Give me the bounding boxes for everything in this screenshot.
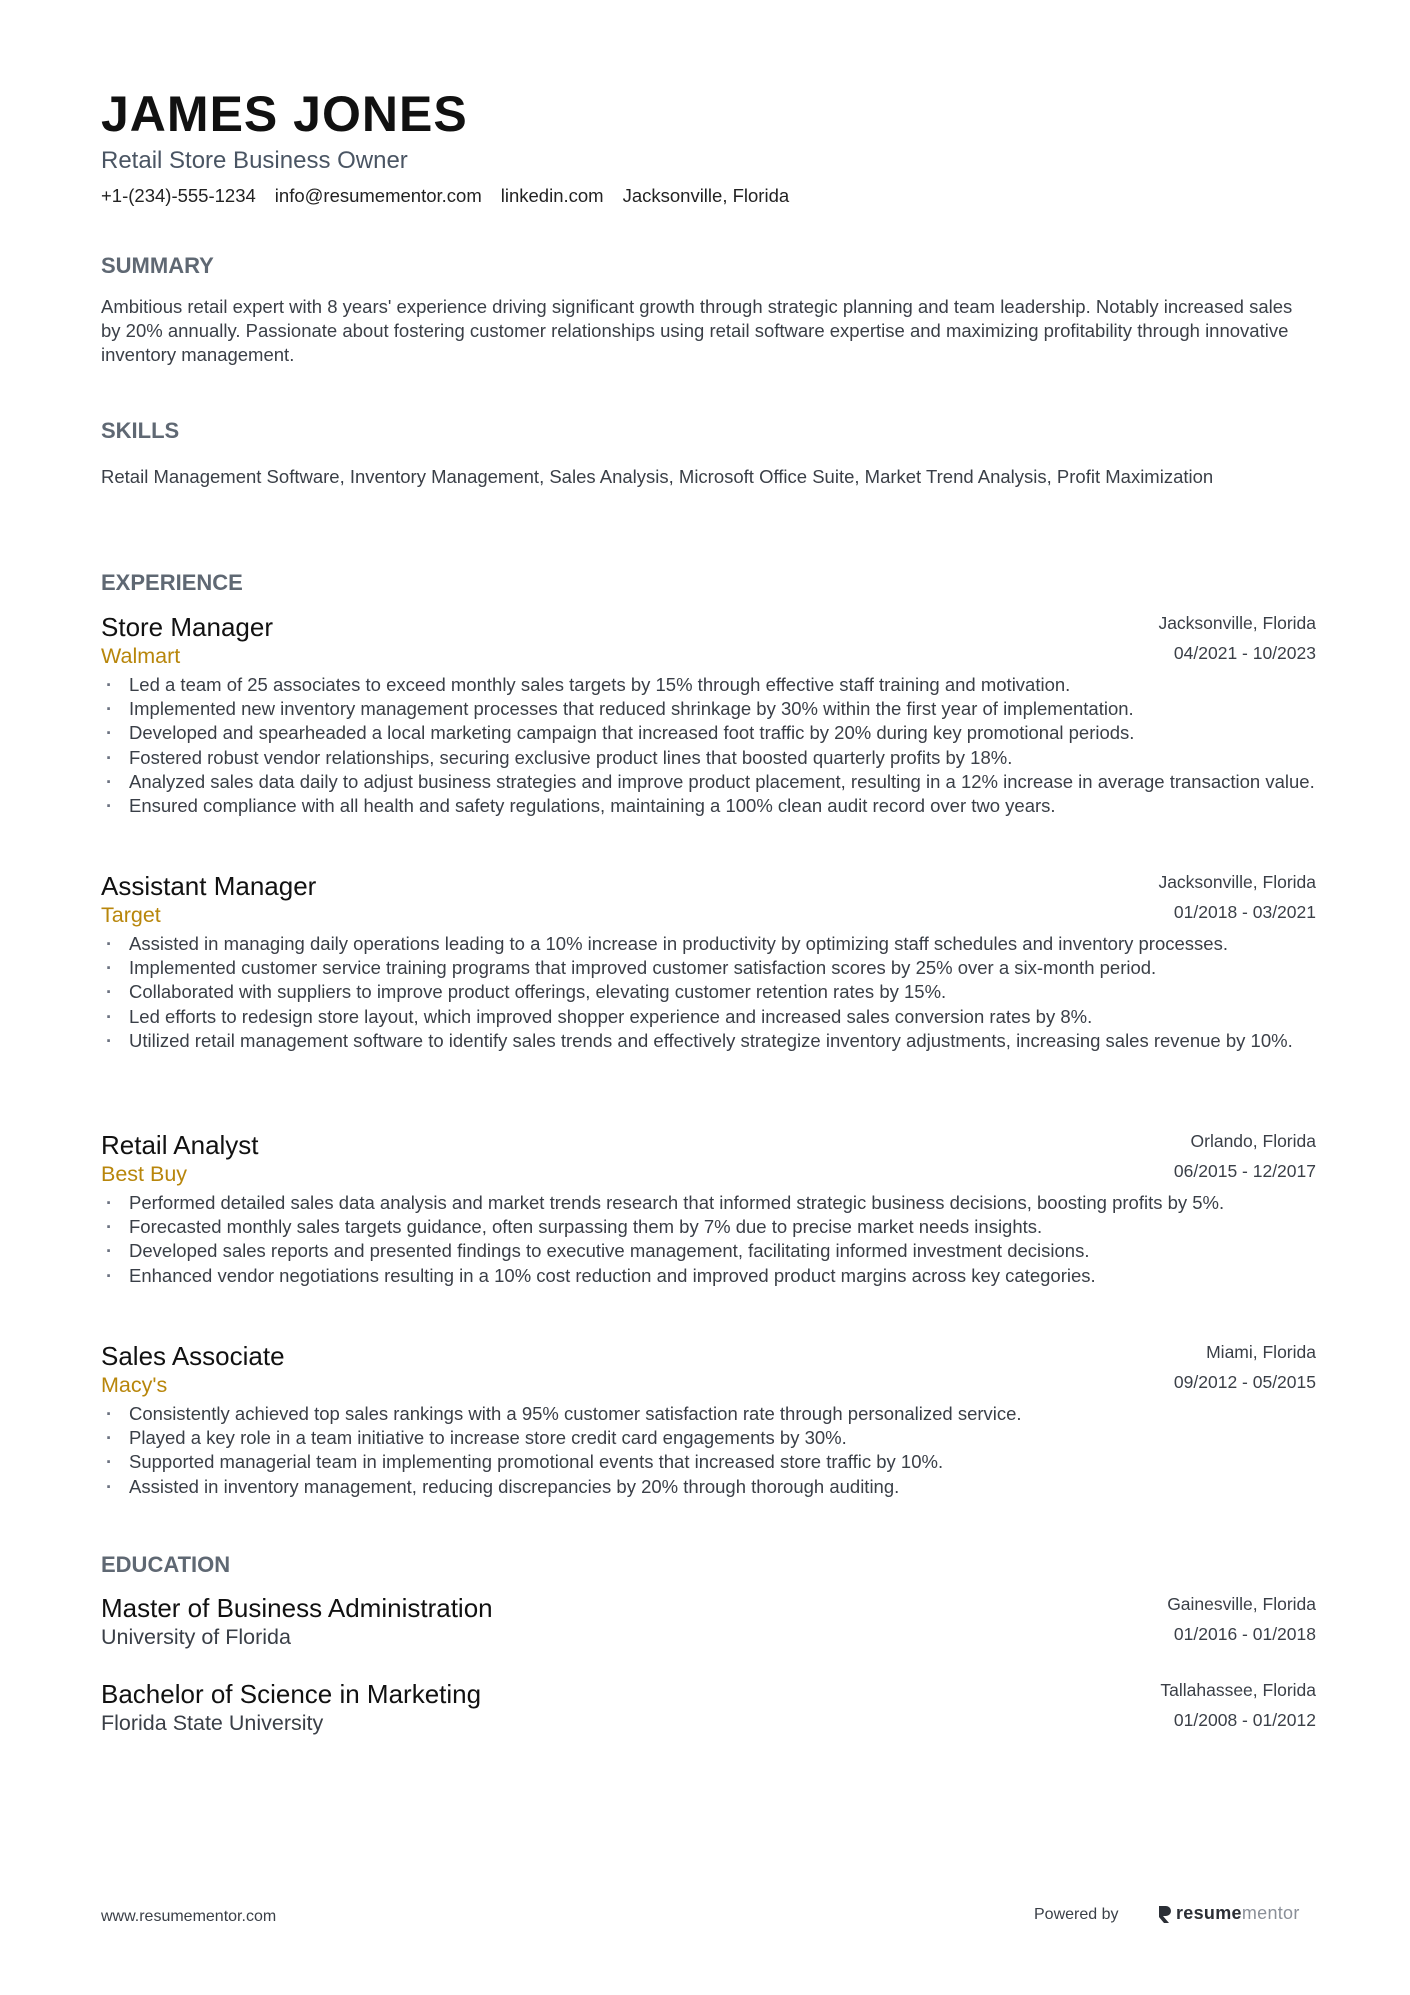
footer-website[interactable]: www.resumementor.com	[101, 1908, 277, 1925]
job-bullet: · Developed sales reports and presented findings to executive management, facilitating informed investment decisions.	[101, 1239, 1316, 1263]
job-bullets	[101, 1402, 1316, 1499]
job-title: Sales Associate	[101, 1341, 285, 1371]
job-bullet: · Fostered robust vendor relationships, securing exclusive product lines that boosted quarterly profits by 18%.	[101, 746, 1316, 770]
job-title: Store Manager	[101, 612, 273, 642]
job-bullet: · Forecasted monthly sales targets guidance, often surpassing them by 7% due to precise market needs insights.	[101, 1215, 1316, 1239]
job-bullet: · Assisted in inventory management, reducing discrepancies by 20% through thorough auditing.	[101, 1475, 1316, 1499]
job-bullet: · Led a team of 25 associates to exceed monthly sales targets by 15% through effective staff training and motivation.	[101, 673, 1316, 697]
job-bullets	[101, 1191, 1316, 1288]
job-title: Retail Analyst	[101, 1130, 259, 1160]
job-bullet: · Ensured compliance with all health and safety regulations, maintaining a 100% clean audit record over two years.	[101, 794, 1316, 818]
footer-powered-by: Powered by	[1034, 1906, 1119, 1923]
education-school: University of Florida	[101, 1625, 291, 1649]
job-bullet: · Implemented new inventory management processes that reduced shrinkage by 30% within the first year of implementation.	[101, 697, 1316, 721]
skills-heading: SKILLS	[101, 418, 180, 443]
job-location: Miami, Florida	[1206, 1342, 1316, 1362]
job-company: Macy's	[101, 1373, 168, 1397]
job-bullet: · Utilized retail management software to identify sales trends and effectively strategize inventory adjustments, increasing sales revenue by 10%.	[101, 1029, 1316, 1053]
job-bullet: · Collaborated with suppliers to improve product offerings, elevating customer retention rates by 15%.	[101, 980, 1316, 1004]
job-bullet: · Assisted in managing daily operations leading to a 10% increase in productivity by optimizing staff schedules and inventory processes.	[101, 932, 1316, 956]
job-location: Orlando, Florida	[1190, 1131, 1316, 1151]
contact-location: Jacksonville, Florida	[622, 185, 790, 206]
contact-linkedin[interactable]: linkedin.com	[500, 185, 604, 206]
logo-wordmark-bold: resume	[1176, 1903, 1242, 1923]
job-dates: 01/2018 - 03/2021	[1173, 902, 1316, 922]
contact-info	[101, 183, 789, 209]
candidate-title: Retail Store Business Owner	[101, 147, 408, 174]
education-location: Gainesville, Florida	[1167, 1594, 1316, 1614]
logo-wordmark	[1176, 1903, 1300, 1924]
candidate-name: JAMES JONES	[101, 86, 468, 142]
resumementor-logo[interactable]	[1157, 1903, 1300, 1924]
job-location: Jacksonville, Florida	[1158, 872, 1316, 892]
job-bullet: · Enhanced vendor negotiations resulting in a 10% cost reduction and improved product margins across key categories.	[101, 1264, 1316, 1288]
job-bullet: · Performed detailed sales data analysis and market trends research that informed strategic business decisions, boosting profits by 5%.	[101, 1191, 1316, 1215]
education-degree: Master of Business Administration	[101, 1593, 493, 1623]
job-dates: 04/2021 - 10/2023	[1173, 643, 1316, 663]
job-bullet: · Implemented customer service training programs that improved customer satisfaction scores by 25% over a six-month period.	[101, 956, 1316, 980]
job-company: Target	[101, 903, 161, 927]
job-location: Jacksonville, Florida	[1158, 613, 1316, 633]
job-bullet: · Developed and spearheaded a local marketing campaign that increased foot traffic by 20% during key promotional periods.	[101, 721, 1316, 745]
education-dates: 01/2016 - 01/2018	[1173, 1624, 1316, 1644]
experience-heading: EXPERIENCE	[101, 570, 243, 595]
summary-text: Ambitious retail expert with 8 years' experience driving significant growth through strategic planning and team leadership. Notably increased sales by 20% annually. Passionate about fostering customer relationships using retail software expertise and maximizing profitability through innovative inventory management.	[101, 296, 1293, 366]
job-company: Walmart	[101, 644, 181, 668]
job-bullets	[101, 932, 1316, 1053]
education-location: Tallahassee, Florida	[1160, 1680, 1316, 1700]
education-dates: 01/2008 - 01/2012	[1173, 1710, 1316, 1730]
contact-email[interactable]: info@resumementor.com	[274, 185, 482, 206]
education-heading: EDUCATION	[101, 1552, 231, 1577]
job-bullets	[101, 673, 1316, 818]
logo-wordmark-light: mentor	[1241, 1903, 1300, 1923]
job-bullet: · Led efforts to redesign store layout, which improved shopper experience and increased sales conversion rates by 8%.	[101, 1005, 1316, 1029]
education-school: Florida State University	[101, 1711, 324, 1735]
job-dates: 06/2015 - 12/2017	[1173, 1161, 1316, 1181]
job-dates: 09/2012 - 05/2015	[1173, 1372, 1316, 1392]
job-bullet: · Supported managerial team in implementing promotional events that increased store traffic by 10%.	[101, 1450, 1316, 1474]
job-bullet: · Played a key role in a team initiative to increase store credit card engagements by 30%.	[101, 1426, 1316, 1450]
resumementor-logo-icon	[1157, 1904, 1171, 1924]
job-title: Assistant Manager	[101, 871, 317, 901]
education-degree: Bachelor of Science in Marketing	[101, 1679, 482, 1709]
job-company: Best Buy	[101, 1162, 188, 1186]
summary-heading: SUMMARY	[101, 253, 214, 278]
skills-text: Retail Management Software, Inventory Management, Sales Analysis, Microsoft Office Suite, Market Trend Analysis, Profit Maximization	[101, 466, 1214, 487]
job-bullet: · Consistently achieved top sales rankings with a 95% customer satisfaction rate through personalized service.	[101, 1402, 1316, 1426]
contact-phone[interactable]: +1-(234)-555-1234	[101, 185, 256, 206]
job-bullet: · Analyzed sales data daily to adjust business strategies and improve product placement, resulting in a 12% increase in average transaction value.	[101, 770, 1316, 794]
